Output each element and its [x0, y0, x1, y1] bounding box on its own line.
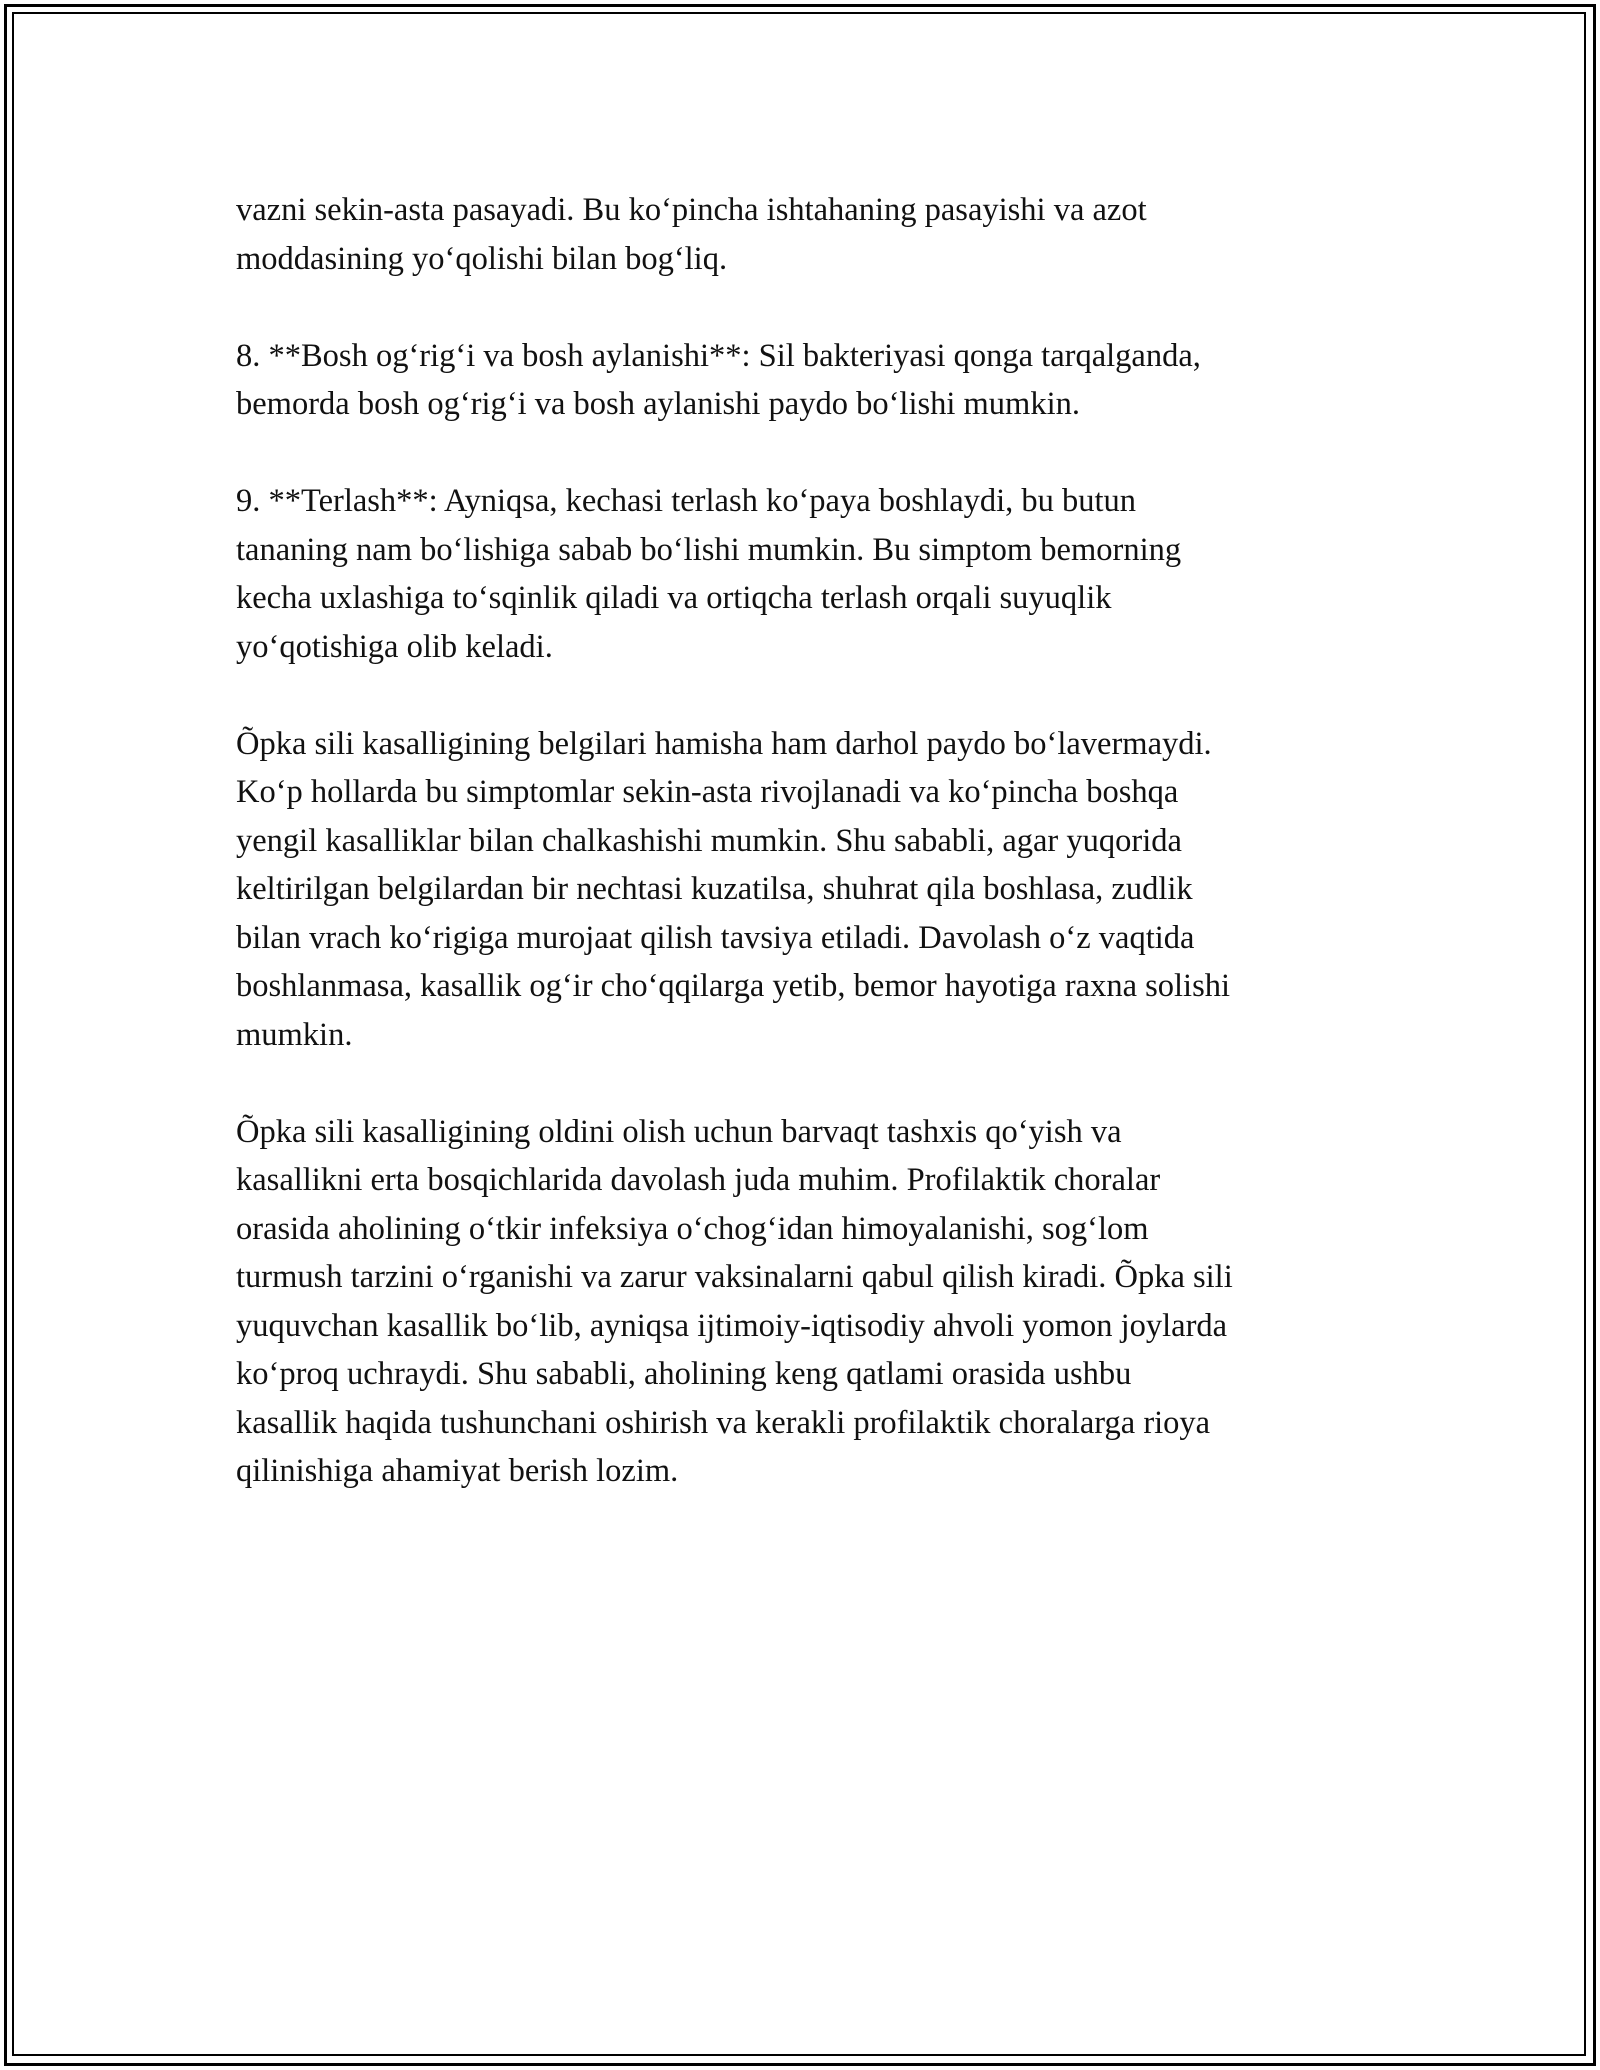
text-line: mumkin. [236, 1016, 353, 1053]
paragraph-symptoms-onset [236, 720, 1386, 1060]
text-line: 8. **Bosh og‘rig‘i va bosh aylanishi**: Sil bakteriyasi qonga tarqalganda, [236, 337, 1201, 374]
paragraph-weight-loss [236, 186, 1386, 283]
text-line: vazni sekin-asta pasayadi. Bu ko‘pincha ishtahaning pasayishi va azot [236, 192, 1147, 228]
text-line: Õpka sili kasalligining belgilari hamisha ham darhol paydo bo‘lavermaydi. [236, 725, 1212, 762]
paragraph-prevention [236, 1108, 1386, 1496]
text-line: qilinishiga ahamiyat berish lozim. [236, 1453, 679, 1489]
paragraph-item-9-sweating [236, 477, 1386, 671]
paragraph-item-8-headache [236, 332, 1386, 429]
text-line: kasallikni erta bosqichlarida davolash juda muhim. Profilaktik choralar [236, 1162, 1161, 1198]
text-line: bemorda bosh og‘rig‘i va bosh aylanishi paydo bo‘lishi mumkin. [236, 386, 1080, 422]
text-line: orasida aholining o‘tkir infeksiya o‘chog‘idan himoyalanishi, sog‘lom [236, 1210, 1149, 1247]
document-body [236, 186, 1386, 1544]
text-line: turmush tarzini o‘rganishi va zarur vaksinalarni qabul qilish kiradi. Õpka sili [236, 1259, 1233, 1295]
text-line: Ko‘p hollarda bu simptomlar sekin-asta rivojlanadi va ko‘pincha boshqa [236, 774, 1179, 810]
text-line: kasallik haqida tushunchani oshirish va kerakli profilaktik choralarga rioya [236, 1404, 1211, 1441]
text-line: ko‘proq uchraydi. Shu sababli, aholining keng qatlami orasida ushbu [236, 1356, 1132, 1392]
text-line: kecha uxlashiga to‘sqinlik qiladi va ortiqcha terlash orqali suyuqlik [236, 580, 1112, 616]
text-line: moddasining yo‘qolishi bilan bog‘liq. [236, 240, 728, 277]
text-line: yengil kasalliklar bilan chalkashishi mumkin. Shu sababli, agar yuqorida [236, 822, 1182, 859]
text-line: tananing nam bo‘lishiga sabab bo‘lishi mumkin. Bu simptom bemorning [236, 531, 1182, 568]
text-line: yo‘qotishiga olib keladi. [236, 628, 553, 665]
text-line: yuquvchan kasallik bo‘lib, ayniqsa ijtimoiy-iqtisodiy ahvoli yomon joylarda [236, 1307, 1228, 1344]
text-line: boshlanmasa, kasallik og‘ir cho‘qqilarga yetib, bemor hayotiga raxna solishi [236, 968, 1231, 1004]
text-line: 9. **Terlash**: Ayniqsa, kechasi terlash ko‘paya boshlaydi, bu butun [236, 483, 1137, 519]
text-line: Õpka sili kasalligining oldini olish uchun barvaqt tashxis qo‘yish va [236, 1113, 1122, 1150]
text-line: bilan vrach ko‘rigiga murojaat qilish tavsiya etiladi. Davolash o‘z vaqtida [236, 919, 1195, 956]
text-line: keltirilgan belgilardan bir nechtasi kuzatilsa, shuhrat qila boshlasa, zudlik [236, 871, 1193, 907]
